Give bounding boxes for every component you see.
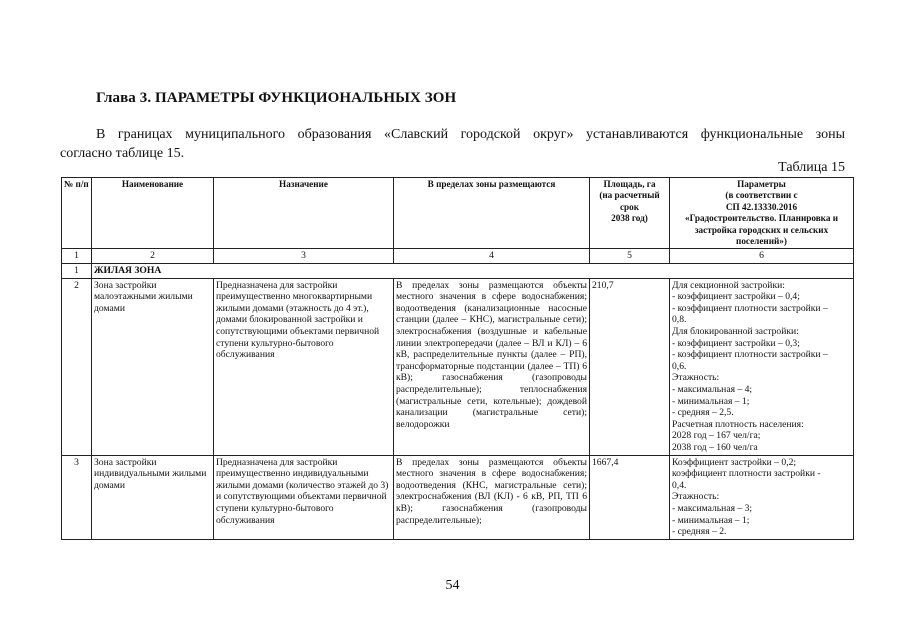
column-number: 4: [394, 249, 590, 264]
header-params: Параметры (в соответствии с СП 42.13330.2016 «Градостроительство. Планировка и застройка городских и сельских поселений»): [670, 178, 854, 249]
table-row: [62, 455, 854, 539]
row-name: Зона застройки малоэтажными жилыми домами: [92, 278, 214, 455]
section-number: 1: [62, 264, 92, 279]
row-number: 2: [62, 278, 92, 455]
header-number: № п/п: [62, 178, 92, 249]
intro-line-2: согласно таблице 15.: [60, 146, 185, 161]
table-caption: Таблица 15: [778, 160, 845, 175]
section-row: [62, 264, 854, 279]
column-number: 5: [590, 249, 670, 264]
row-purpose: Предназначена для застройки преимущественно многоквартирными жилыми домами (этажность до 4 эт.), домами блокированной застройки и сопутствующими объектами первичной ступени культурно-бытового обслуживания: [214, 278, 394, 455]
header-name: Наименование: [92, 178, 214, 249]
header-purpose: Назначение: [214, 178, 394, 249]
zones-table: [61, 177, 854, 540]
column-number: 3: [214, 249, 394, 264]
row-params: Коэффициент застройки – 0,2; коэффициент плотности застройки - 0,4. Этажность: - максимальная – 3; - минимальная – 1; - средняя – 2.: [670, 455, 854, 539]
intro-paragraph: [60, 125, 845, 163]
row-area: 210,7: [590, 278, 670, 455]
header-area: Площадь, га (на расчетный срок 2038 год): [590, 178, 670, 249]
row-number: 3: [62, 455, 92, 539]
chapter-title: Глава 3. ПАРАМЕТРЫ ФУНКЦИОНАЛЬНЫХ ЗОН: [96, 90, 457, 106]
row-purpose: Предназначена для застройки преимущественно индивидуальными жилыми домами (количество этажей до 3) и сопутствующими объектами первичной ступени культурно-бытового обслуживания: [214, 455, 394, 539]
table-header-row: [62, 178, 854, 249]
header-placed: В пределах зоны размещаются: [394, 178, 590, 249]
column-number: 2: [92, 249, 214, 264]
row-placed: В пределах зоны размещаются объекты местного значения в сфере водоснабжения; водоотведения (канализационные насосные станции (далее – КНС), магистральные сети); электроснабжения (воздушные и кабельные линии электропередачи (далее – ВЛ и КЛ) – 6 кВ, распределительные пункты (далее – РП), трансформаторные подстанции (далее – ТП) 6 кВ); газоснабжения (газопроводы распределительные); теплоснабжения (магистральные сети, котельные); дождевой канализации (магистральные сети); велодорожки: [394, 278, 590, 455]
row-area: 1667,4: [590, 455, 670, 539]
column-number-row: [62, 249, 854, 264]
table-row: [62, 278, 854, 455]
row-name: Зона застройки индивидуальными жилыми домами: [92, 455, 214, 539]
row-placed: В пределах зоны размещаются объекты местного значения в сфере водоснабжения; водоотведения (КНС, магистральные сети); электроснабжения (ВЛ (КЛ) - 6 кВ, РП, ТП 6 кВ); газоснабжения (газопроводы распределительные);: [394, 455, 590, 539]
section-title: ЖИЛАЯ ЗОНА: [92, 264, 854, 279]
column-number: 6: [670, 249, 854, 264]
row-params: Для секционной застройки: - коэффициент застройки – 0,4; - коэффициент плотности застройки – 0,8. Для блокированной застройки: - коэффициент застройки – 0,3; - коэффициент плотности застройки – 0,6. Этажность: - максимальная – 4; - минимальная – 1; - средняя – 2,5. Расчетная плотность населения: 2028 год – 167 чел/га; 2038 год – 160 чел/га: [670, 278, 854, 455]
intro-line-1: В границах муниципального образования «Славский городской округ» устанавливаются функциональные зоны: [96, 127, 845, 142]
column-number: 1: [62, 249, 92, 264]
page-number: 54: [445, 578, 460, 593]
